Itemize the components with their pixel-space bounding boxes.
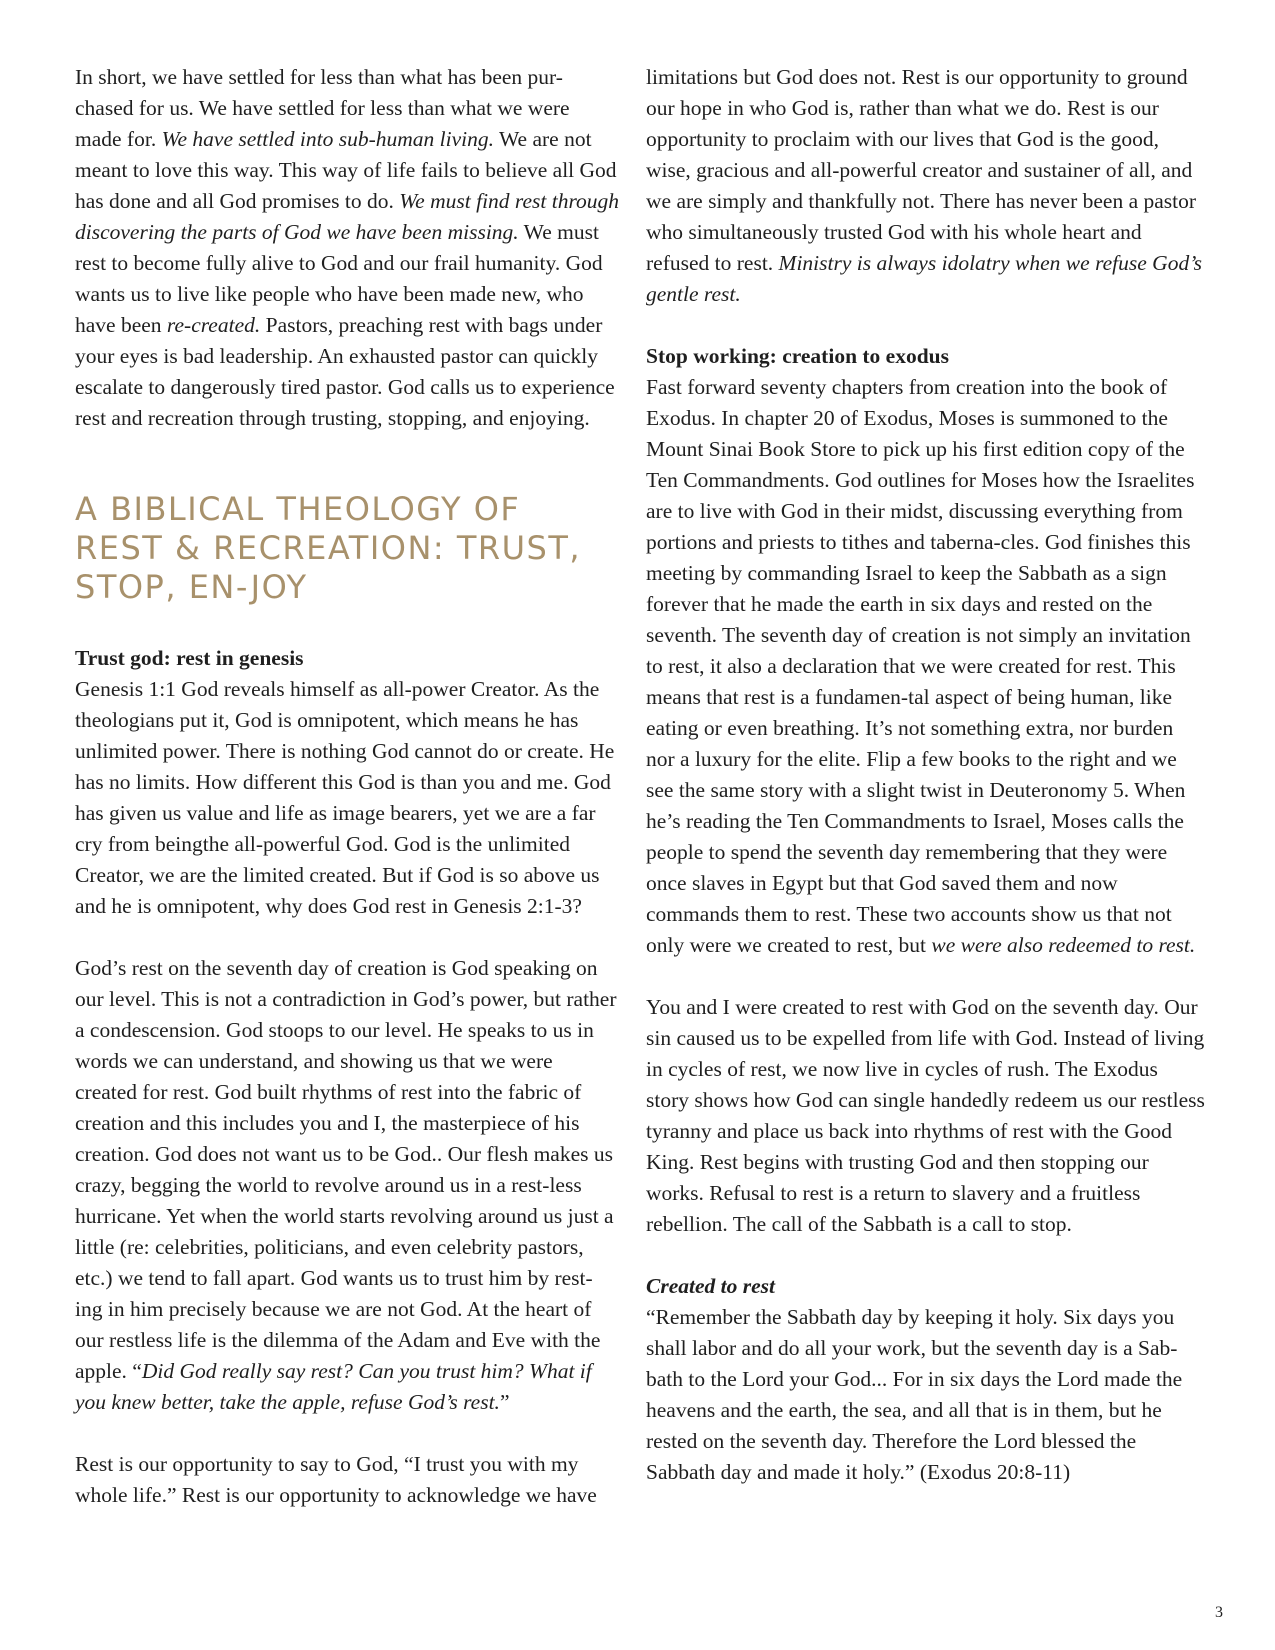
section-heading: A BIBLICAL THEOLOGY OF REST & RECREATION: TRUST, STOP, EN-JOY: [75, 490, 582, 606]
intro-emphasis-1: We have settled into sub-human living.: [161, 127, 494, 151]
page-number: 3: [1215, 1604, 1223, 1621]
intro-paragraph: [75, 62, 620, 434]
continuation-emphasis: Ministry is always idolatry when we refuse God’s gentle rest.: [646, 251, 1202, 306]
left-column: [75, 62, 620, 1511]
intro-emphasis-2: We must find rest through discovering the parts of God we have been missing.: [75, 189, 620, 244]
intro-emphasis-3: re-created.: [166, 313, 261, 337]
trust-god-heading: Trust god: rest in genesis: [75, 646, 304, 670]
paragraph-gap: [646, 961, 1206, 992]
intro-text-1: In short, we have settled for less than what has been pur-chased for us. We have settled for less than what we were made for.: [75, 65, 570, 151]
paragraph-gap: [646, 310, 1206, 341]
paragraph-gap: [75, 922, 620, 953]
intro-text-3: We must rest to become fully alive to God and our frail humanity. God wants us to live like people who have been made new, who have been: [75, 220, 603, 337]
right-column: [646, 62, 1206, 1488]
intro-text-4: Pastors, preaching rest with bags under your eyes is bad leadership. An exhausted pastor can quickly escalate to dangerously tired pastor. God calls us to experience rest and recreation through trusting, stopping, and enjoying.: [75, 313, 615, 430]
paragraph-gap: [646, 1240, 1206, 1271]
created-to-rest-heading: Created to rest: [646, 1274, 775, 1298]
seventh-day-paragraph: [75, 953, 620, 1418]
paragraph-gap: [75, 1418, 620, 1449]
stop-working-emphasis: we were also redeemed to rest.: [931, 933, 1196, 957]
seventh-day-quote: Did God really say rest? Can you trust him? What if you knew better, take the apple, refuse God’s rest.: [75, 1359, 592, 1414]
stop-working-paragraph: [646, 372, 1206, 961]
seventh-day-text: God’s rest on the seventh day of creation is God speaking on our level. This is not a contradiction in God’s power, but rather a condescension. God stoops to our level. He speaks to us in words we can understand, and showing us that we were created for rest. God built rhythms of rest into the fabric of creation and this includes you and I, the masterpiece of his creation. God does not want us to be God.. Our flesh makes us crazy, begging the world to revolve around us in a rest-less hurricane. Yet when the world starts revolving around us just a little (re: celebrities, politicians, and even celebrity pastors, etc.) we tend to fall apart. God wants us to trust him by rest-ing in him precisely because we are not God. At the heart of our restless life is the dilemma of the Adam and Eve with the apple. “: [75, 956, 617, 1383]
opportunity-paragraph: Rest is our opportunity to say to God, “I trust you with my whole life.” Rest is our opportunity to acknowledge we have: [75, 1452, 597, 1507]
stop-working-heading: Stop working: creation to exodus: [646, 344, 950, 368]
exodus-quote-paragraph: “Remember the Sabbath day by keeping it holy. Six days you shall labor and do all your work, but the seventh day is a Sab-bath to the Lord your God... For in six days the Lord made the heavens and the earth, the sea, and all that is in them, but he rested on the seventh day. Therefore the Lord blessed the Sabbath day and made it holy.” (Exodus 20:8-11): [646, 1305, 1183, 1484]
continuation-paragraph: [646, 62, 1206, 310]
seventh-day-quote-close: ”: [499, 1390, 510, 1414]
continuation-text: limitations but God does not. Rest is our opportunity to ground our hope in who God is, rather than what we do. Rest is our opportunity to proclaim with our lives that God is the good, wise, gracious and all-powerful creator and sustainer of all, and we are simply and thankfully not. There has never been a pastor who simultaneously trusted God with his whole heart and refused to rest.: [646, 65, 1197, 275]
trust-god-paragraph: Genesis 1:1 God reveals himself as all-power Creator. As the theologians put it, God is omnipotent, which means he has unlimited power. There is nothing God cannot do or create. He has no limits. How different this God is than you and me. God has given us value and life as image bearers, yet we are a far cry from beingthe all-powerful God. God is the unlimited Creator, we are the limited created. But if God is so above us and he is omnipotent, why does God rest in Genesis 2:1-3?: [75, 677, 615, 918]
created-paragraph: You and I were created to rest with God on the seventh day. Our sin caused us to be expelled from life with God. Instead of living in cycles of rest, we now live in cycles of rush. The Exodus story shows how God can single handedly redeem us our restless tyranny and place us back into rhythms of rest with the Good King. Rest begins with trusting God and then stopping our works. Refusal to rest is a return to slavery and a fruitless rebellion. The call of the Sabbath is a call to stop.: [646, 995, 1205, 1236]
stop-working-text: Fast forward seventy chapters from creation into the book of Exodus. In chapter 20 of Exodus, Moses is summoned to the Mount Sinai Book Store to pick up his first edition copy of the Ten Commandments. God outlines for Moses how the Israelites are to live with God in their midst, discussing everything from portions and priests to tithes and taberna-cles. God finishes this meeting by commanding Israel to keep the Sabbath as a sign forever that he made the earth in six days and rested on the seventh. The seventh day of creation is not simply an invitation to rest, it also a declaration that we were created for rest. This means that rest is a fundamen-tal aspect of being human, like eating or even breathing. It’s not something extra, nor burden nor a luxury for the elite. Flip a few books to the right and we see the same story with a slight twist in Deuteronomy 5. When he’s reading the Ten Commandments to Israel, Moses calls the people to spend the seventh day remembering that they were once slaves in Egypt but that God saved them and now commands them to rest. These two accounts show us that not only were we created to rest, but: [646, 375, 1195, 957]
intro-text-2: We are not meant to love this way. This way of life fails to believe all God has done and all God promises to do.: [75, 127, 617, 213]
